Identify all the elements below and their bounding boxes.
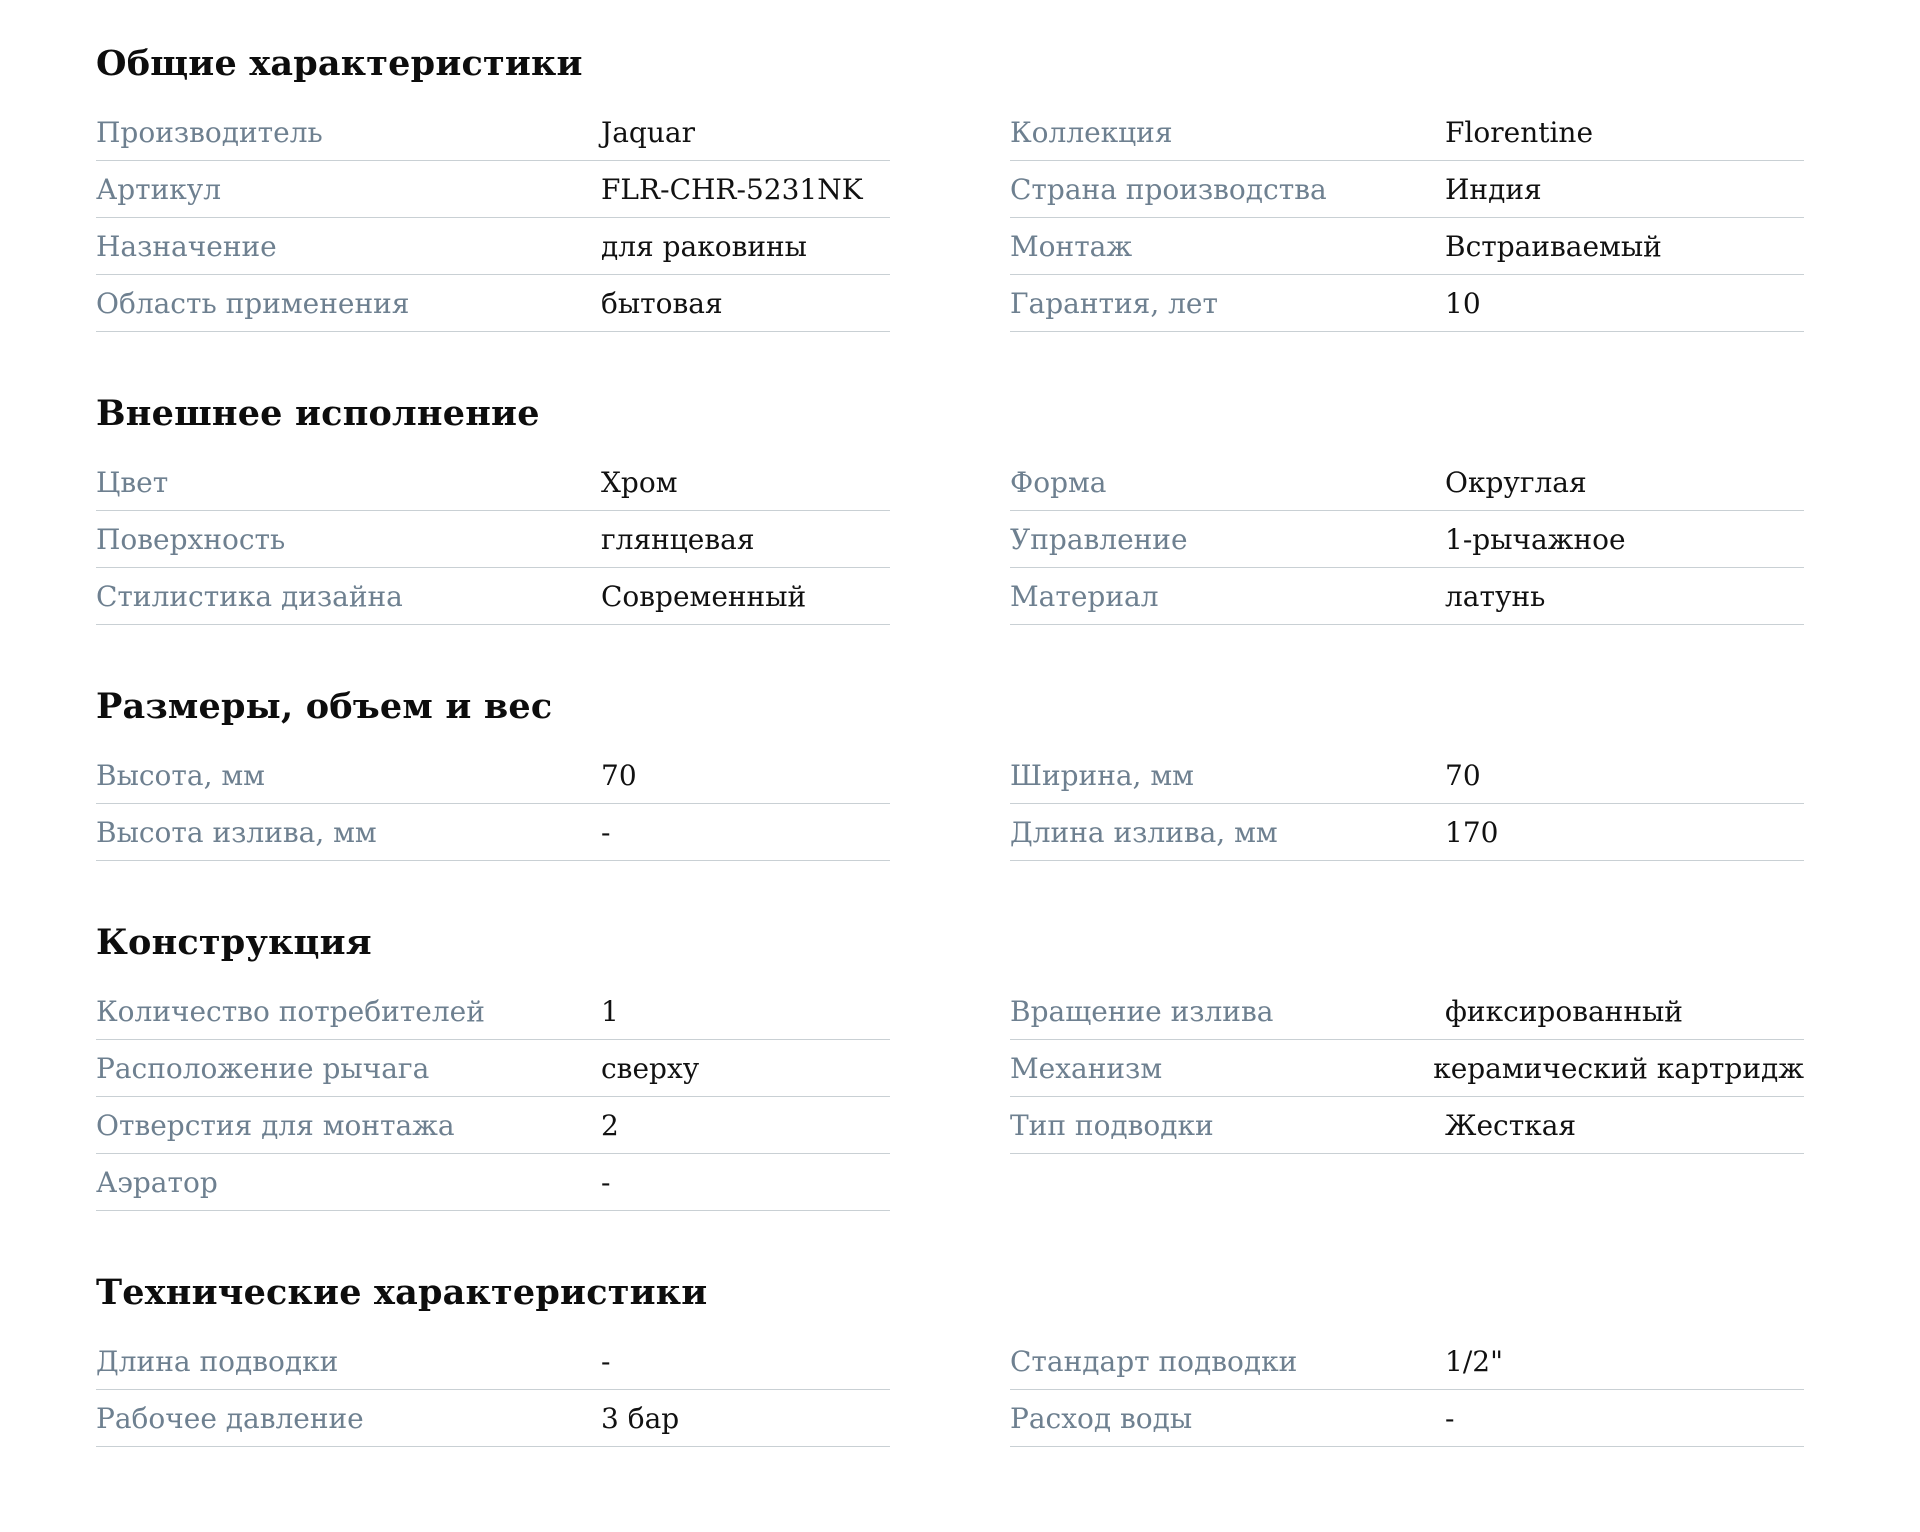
spec-label: Стилистика дизайна — [96, 579, 403, 613]
spec-value: Jaquar — [601, 115, 695, 149]
spec-value: 3 бар — [601, 1401, 680, 1435]
spec-value: фиксированный — [1445, 994, 1683, 1028]
spec-value: - — [601, 1344, 611, 1378]
spec-label: Расход воды — [1010, 1401, 1193, 1435]
spec-column-right — [1010, 104, 1804, 332]
spec-label: Высота излива, мм — [96, 815, 377, 849]
spec-label: Гарантия, лет — [1010, 286, 1218, 320]
spec-column-right — [1010, 454, 1804, 625]
spec-row — [96, 104, 890, 161]
spec-row — [1010, 454, 1804, 511]
spec-value: 2 — [601, 1108, 619, 1142]
spec-value: 1-рычажное — [1445, 522, 1626, 556]
spec-column-left — [96, 1333, 890, 1447]
spec-row — [96, 218, 890, 275]
spec-column-left — [96, 104, 890, 332]
spec-row — [1010, 511, 1804, 568]
spec-value: Округлая — [1445, 465, 1587, 499]
spec-value: глянцевая — [601, 522, 755, 556]
spec-value: Жесткая — [1445, 1108, 1577, 1142]
section-title: Размеры, объем и вес — [96, 686, 553, 727]
spec-row — [96, 1154, 890, 1211]
spec-label: Количество потребителей — [96, 994, 485, 1028]
section-title: Общие характеристики — [96, 43, 583, 84]
spec-label: Вращение излива — [1010, 994, 1274, 1028]
spec-label: Длина излива, мм — [1010, 815, 1278, 849]
spec-value: - — [601, 815, 611, 849]
spec-row — [1010, 161, 1804, 218]
spec-columns — [96, 983, 1920, 1211]
spec-label: Назначение — [96, 229, 277, 263]
spec-column-right — [1010, 747, 1804, 861]
section-construction — [96, 919, 1920, 1211]
spec-row — [1010, 1390, 1804, 1447]
spec-value: 1/2" — [1445, 1344, 1503, 1378]
spec-label: Артикул — [96, 172, 222, 206]
spec-value: сверху — [601, 1051, 700, 1085]
spec-value: Хром — [601, 465, 678, 499]
spec-value: Современный — [601, 579, 807, 613]
spec-label: Управление — [1010, 522, 1188, 556]
spec-label: Ширина, мм — [1010, 758, 1194, 792]
spec-row — [96, 1040, 890, 1097]
spec-row — [1010, 1097, 1804, 1154]
spec-row — [96, 275, 890, 332]
spec-columns — [96, 747, 1920, 861]
spec-value: - — [1445, 1401, 1455, 1435]
spec-label: Стандарт подводки — [1010, 1344, 1298, 1378]
spec-label: Материал — [1010, 579, 1159, 613]
spec-row — [96, 1390, 890, 1447]
spec-row — [96, 1097, 890, 1154]
spec-row — [1010, 275, 1804, 332]
spec-value: бытовая — [601, 286, 723, 320]
spec-columns — [96, 454, 1920, 625]
spec-column-left — [96, 747, 890, 861]
spec-label: Коллекция — [1010, 115, 1173, 149]
spec-row — [96, 804, 890, 861]
spec-label: Длина подводки — [96, 1344, 339, 1378]
spec-label: Цвет — [96, 465, 169, 499]
spec-label: Высота, мм — [96, 758, 265, 792]
spec-row — [1010, 104, 1804, 161]
spec-label: Аэратор — [96, 1165, 218, 1199]
spec-value: 170 — [1445, 815, 1499, 849]
section-technical — [96, 1269, 1920, 1447]
section-dimensions — [96, 683, 1920, 861]
spec-row — [96, 568, 890, 625]
spec-value: FLR-CHR-5231NK — [601, 172, 863, 206]
section-title: Конструкция — [96, 922, 372, 963]
spec-row — [96, 1333, 890, 1390]
spec-value: Встраиваемый — [1445, 229, 1662, 263]
section-appearance — [96, 390, 1920, 625]
spec-label: Форма — [1010, 465, 1107, 499]
spec-label: Область применения — [96, 286, 410, 320]
spec-value: Florentine — [1445, 115, 1594, 149]
spec-column-right — [1010, 983, 1804, 1154]
spec-row — [96, 161, 890, 218]
spec-value: латунь — [1445, 579, 1546, 613]
spec-label: Поверхность — [96, 522, 286, 556]
spec-value: Индия — [1445, 172, 1542, 206]
spec-value: 70 — [1445, 758, 1481, 792]
section-title: Технические характеристики — [96, 1272, 708, 1313]
spec-row — [1010, 568, 1804, 625]
spec-value: для раковины — [601, 229, 807, 263]
spec-column-right — [1010, 1333, 1804, 1447]
spec-label: Монтаж — [1010, 229, 1133, 263]
spec-value: 10 — [1445, 286, 1481, 320]
spec-label: Страна производства — [1010, 172, 1327, 206]
spec-value: 1 — [601, 994, 619, 1028]
spec-row — [1010, 1040, 1804, 1097]
spec-row — [1010, 218, 1804, 275]
spec-row — [1010, 983, 1804, 1040]
spec-value: 70 — [601, 758, 637, 792]
section-title: Внешнее исполнение — [96, 393, 540, 434]
spec-columns — [96, 104, 1920, 332]
spec-row — [96, 983, 890, 1040]
spec-row — [96, 511, 890, 568]
spec-row — [1010, 804, 1804, 861]
spec-value: - — [601, 1165, 611, 1199]
spec-label: Расположение рычага — [96, 1051, 430, 1085]
spec-row — [1010, 747, 1804, 804]
spec-label: Механизм — [1010, 1051, 1163, 1085]
spec-label: Производитель — [96, 115, 323, 149]
spec-columns — [96, 1333, 1920, 1447]
spec-row — [96, 454, 890, 511]
spec-value: керамический картридж — [1433, 1051, 1804, 1085]
spec-label: Отверстия для монтажа — [96, 1108, 455, 1142]
spec-column-left — [96, 454, 890, 625]
spec-label: Рабочее давление — [96, 1401, 364, 1435]
spec-row — [96, 747, 890, 804]
spec-label: Тип подводки — [1010, 1108, 1214, 1142]
spec-column-left — [96, 983, 890, 1211]
section-general — [96, 40, 1920, 332]
spec-row — [1010, 1333, 1804, 1390]
